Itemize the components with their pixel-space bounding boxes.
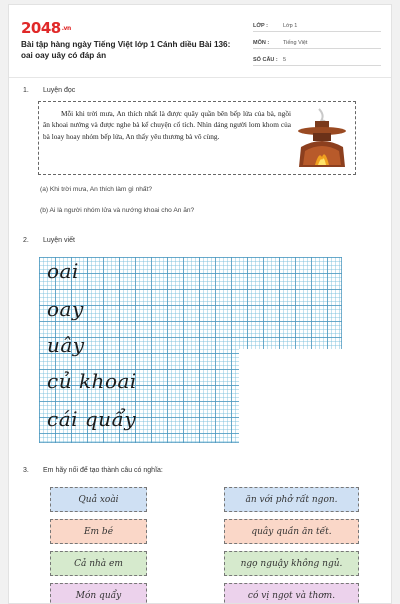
meta-value: Lớp 1 bbox=[283, 23, 298, 29]
question-1b: (b) Ai là người nhóm lửa và nướng khoai cho An ăn? bbox=[40, 207, 195, 214]
question-number: 2. bbox=[23, 237, 29, 244]
match-right-card[interactable]: ngọ nguậy không ngủ. bbox=[224, 551, 359, 576]
question-title: Em hãy nối để tạo thành câu có nghĩa: bbox=[43, 467, 163, 474]
match-right-card[interactable]: quây quần ăn tết. bbox=[224, 519, 359, 544]
question-title: Luyện đọc bbox=[43, 87, 76, 94]
meta-key: LỚP : bbox=[253, 23, 268, 29]
match-left-card[interactable]: Em bé bbox=[50, 519, 147, 544]
match-left-card[interactable]: Món quẩy bbox=[50, 583, 147, 604]
grandmother-fire-illustration bbox=[293, 107, 351, 169]
grid-blank-area bbox=[239, 349, 343, 444]
header-divider bbox=[9, 77, 392, 78]
site-logo[interactable] bbox=[21, 19, 71, 37]
meta-table bbox=[253, 19, 381, 70]
match-right-card[interactable]: có vị ngọt và thơm. bbox=[224, 583, 359, 604]
page-title: Bài tập hàng ngày Tiếng Việt lớp 1 Cánh diều Bài 136: oai oay uây có đáp án bbox=[21, 40, 231, 60]
question-1-heading bbox=[23, 87, 75, 94]
meta-key: SỐ CÂU : bbox=[253, 57, 278, 63]
meta-row-count bbox=[253, 53, 381, 66]
handwriting-grid bbox=[39, 257, 342, 443]
reading-passage: Mỗi khi trời mưa, An thích nhất là được quây quần bên bếp lửa của bà, ngồi ăn khoai nướng và được nghe bà kể chuyện cổ tích. Nhìn dáng người lom khom của bà loay hoay nhóm bếp lửa, An thấy yêu thương bà vô cùng. bbox=[43, 109, 291, 141]
writing-sample: cái quẩy bbox=[47, 407, 137, 431]
meta-value: 5 bbox=[283, 57, 287, 63]
meta-key: MÔN : bbox=[253, 40, 270, 46]
writing-sample: củ khoai bbox=[47, 369, 137, 393]
meta-row-class bbox=[253, 19, 381, 32]
question-title: Luyện viết bbox=[43, 237, 75, 244]
match-left-card[interactable]: Cả nhà em bbox=[50, 551, 147, 576]
logo-text: 2048 bbox=[21, 19, 61, 37]
writing-sample: oay bbox=[47, 297, 84, 321]
header bbox=[21, 13, 381, 73]
worksheet bbox=[8, 4, 392, 604]
question-2-heading bbox=[23, 237, 75, 244]
question-3-heading bbox=[23, 467, 163, 474]
question-1a: (a) Khi trời mưa, An thích làm gì nhất? bbox=[40, 186, 153, 193]
logo-suffix: .vn bbox=[61, 25, 71, 32]
meta-row-subject bbox=[253, 36, 381, 49]
match-right-card[interactable]: ăn với phở rất ngon. bbox=[224, 487, 359, 512]
question-number: 1. bbox=[23, 87, 29, 94]
writing-sample: oai bbox=[47, 259, 79, 283]
reading-box bbox=[38, 101, 356, 175]
match-left-card[interactable]: Quả xoài bbox=[50, 487, 147, 512]
meta-value: Tiếng Việt bbox=[283, 40, 308, 46]
question-number: 3. bbox=[23, 467, 29, 474]
writing-sample: uây bbox=[47, 333, 85, 357]
